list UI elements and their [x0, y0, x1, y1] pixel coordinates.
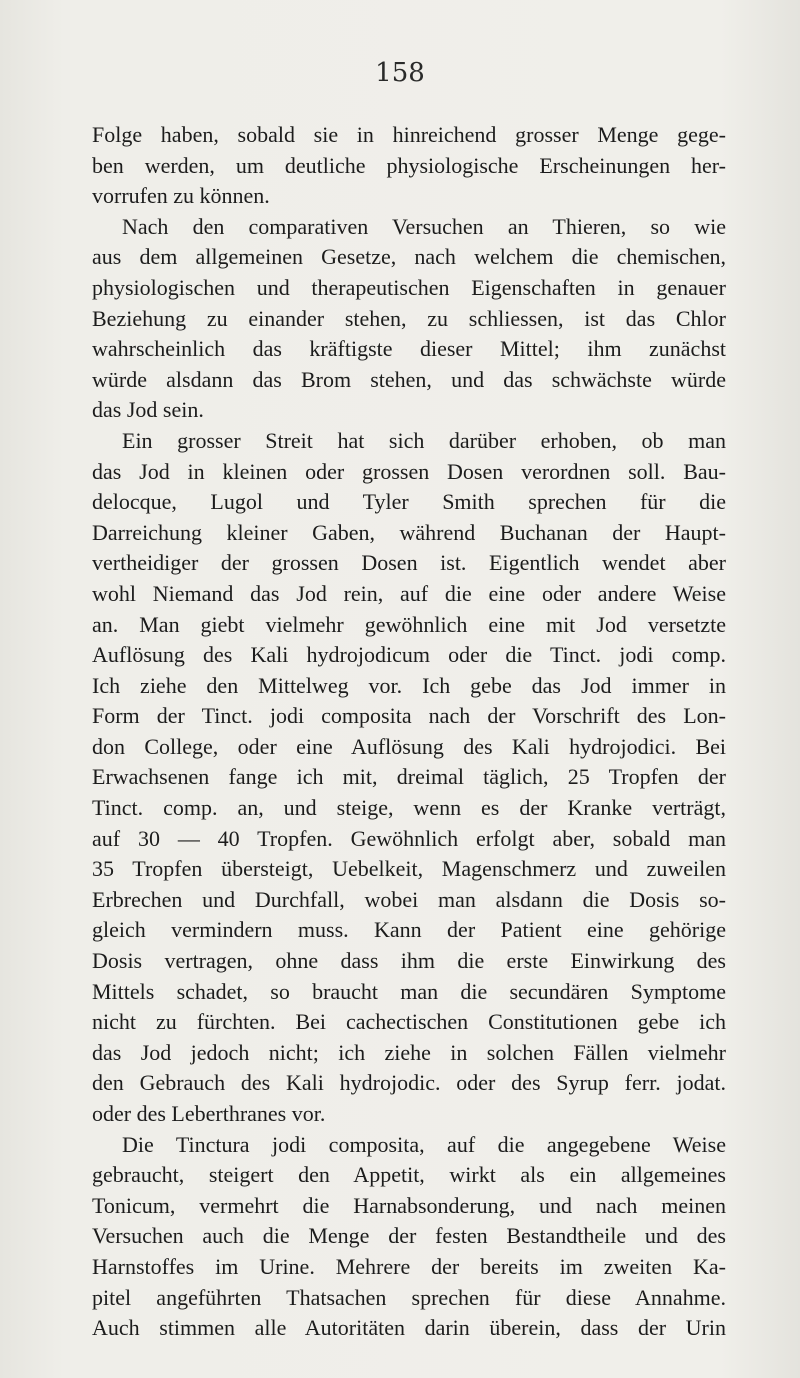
text-line: Auch stimmen alle Autoritäten darin überein, dass der Urin [92, 1315, 726, 1341]
text-line: Beziehung zu einander stehen, zu schliessen, ist das Chlor [92, 305, 726, 331]
text-line: das Jod jedoch nicht; ich ziehe in solchen Fällen vielmehr [92, 1039, 726, 1065]
text-line: wohl Niemand das Jod rein, auf die eine oder andere Weise [92, 580, 726, 606]
text-line: auf 30 — 40 Tropfen. Gewöhnlich erfolgt aber, sobald man [92, 825, 726, 851]
text-line: Form der Tinct. jodi composita nach der Vorschrift des Lon- [92, 703, 726, 729]
text-line: das Jod in kleinen oder grossen Dosen verordnen soll. Bau- [92, 458, 726, 484]
text-line: Erbrechen und Durchfall, wobei man alsdann die Dosis so- [92, 886, 726, 912]
text-line: Tinct. comp. an, und steige, wenn es der Kranke verträgt, [92, 795, 726, 821]
text-line: gebraucht, steigert den Appetit, wirkt als ein allgemeines [92, 1162, 726, 1188]
text-line: ben werden, um deutliche physiologische Erscheinungen her- [92, 152, 726, 178]
text-line: aus dem allgemeinen Gesetze, nach welchem die chemischen, [92, 244, 726, 270]
text-line: wahrscheinlich das kräftigste dieser Mittel; ihm zunächst [92, 336, 726, 362]
text-line: würde alsdann das Brom stehen, und das schwächste würde [92, 366, 726, 392]
text-line: physiologischen und therapeutischen Eigenschaften in genauer [92, 274, 726, 300]
text-line: den Gebrauch des Kali hydrojodic. oder des Syrup ferr. jodat. [92, 1070, 726, 1096]
text-line: Harnstoffes im Urine. Mehrere der bereits im zweiten Ka- [92, 1253, 726, 1279]
text-line: Versuchen auch die Menge der festen Bestandtheile und des [92, 1223, 726, 1249]
text-line: gleich vermindern muss. Kann der Patient eine gehörige [92, 917, 726, 943]
text-line: Tonicum, vermehrt die Harnabsonderung, und nach meinen [92, 1192, 726, 1218]
text-line: pitel angeführten Thatsachen sprechen für diese Annahme. [92, 1284, 726, 1310]
text-line: Ich ziehe den Mittelweg vor. Ich gebe das Jod immer in [92, 672, 726, 698]
text-line: Folge haben, sobald sie in hinreichend grosser Menge gege- [92, 122, 726, 147]
text-line: Dosis vertragen, ohne dass ihm die erste Einwirkung des [92, 948, 726, 974]
text-line: Mittels schadet, so braucht man die secundären Symptome [92, 978, 726, 1004]
text-line: vertheidiger der grossen Dosen ist. Eigentlich wendet aber [92, 550, 726, 576]
text-line: oder des Leberthranes vor. [92, 1101, 326, 1126]
text-line: Ein grosser Streit hat sich darüber erhoben, ob man [122, 427, 726, 453]
text-line: Darreichung kleiner Gaben, während Buchanan der Haupt- [92, 519, 726, 545]
text-line: Erwachsenen fange ich mit, dreimal täglich, 25 Tropfen der [92, 764, 726, 790]
text-line: nicht zu fürchten. Bei cachectischen Constitutionen gebe ich [92, 1009, 726, 1035]
text-line: delocque, Lugol und Tyler Smith sprechen für die [92, 489, 726, 515]
body-text [92, 120, 726, 1344]
text-line: Nach den comparativen Versuchen an Thieren, so wie [122, 213, 726, 239]
text-line: 35 Tropfen übersteigt, Uebelkeit, Magenschmerz und zuweilen [92, 856, 726, 882]
text-line: don College, oder eine Auflösung des Kali hydrojodici. Bei [92, 733, 726, 759]
text-line: Auflösung des Kali hydrojodicum oder die Tinct. jodi comp. [92, 642, 726, 668]
text-line: Die Tinctura jodi composita, auf die angegebene Weise [122, 1131, 726, 1157]
page-number: 158 [375, 58, 425, 88]
text-line: das Jod sein. [92, 397, 204, 423]
text-line: an. Man giebt vielmehr gewöhnlich eine mit Jod versetzte [92, 611, 726, 637]
text-line: vorrufen zu können. [92, 183, 270, 209]
